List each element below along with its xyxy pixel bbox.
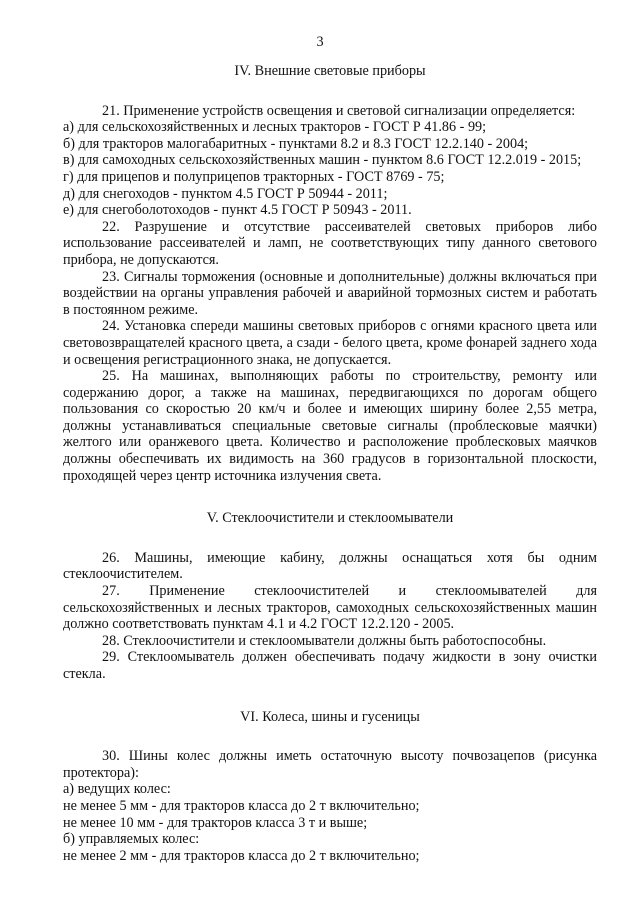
paragraph-24: 24. Установка спереди машины световых приборов с огнями красного цвета или световозвращателей красного цвета, а сзади - белого цвета, кроме фонарей заднего хода и освещения регистрационного знака, не допускается. — [63, 318, 597, 368]
paragraph-26: 26. Машины, имеющие кабину, должны оснащаться хотя бы одним стеклоочистителем. — [63, 549, 597, 583]
paragraph-28: 28. Стеклоочистители и стеклоомыватели должны быть работоспособны. — [102, 632, 547, 649]
paragraph-25: 25. На машинах, выполняющих работы по строительству, ремонту или содержанию дорог, а также на машинах, передвигающихся по дорогам общего пользования со скоростью 20 км/ч и более и имеющих ширину более 2,55 метра, должны устанавливаться специальные световые сигналы (проблесковые маячки) желтого или оранжевого цвета. Количество и расположение проблесковых маячков должны обеспечивать их видимость на 360 градусов в горизонтальной плоскости, проходящей через центр источника излучения света. — [63, 368, 597, 484]
item-21-v: в) для самоходных сельскохозяйственных машин - пунктом 8.6 ГОСТ 12.2.019 - 2015; — [63, 152, 582, 169]
item-30-a-1: не менее 5 мм - для тракторов класса до 2 т включительно; — [63, 797, 420, 814]
item-21-d: д) для снегоходов - пунктом 4.5 ГОСТ Р 50944 - 2011; — [63, 185, 388, 202]
section-heading-vi: VI. Колеса, шины и гусеницы — [240, 708, 420, 725]
paragraph-27: 27. Применение стеклоочистителей и стеклоомывателей для сельскохозяйственных и лесных тракторов, самоходных сельскохозяйственных машин должно соответствовать пунктам 4.1 и 4.2 ГОСТ 12.2.120 - 2005. — [63, 583, 597, 633]
item-30-b-1: не менее 2 мм - для тракторов класса до 2 т включительно; — [63, 847, 420, 864]
paragraph-21: 21. Применение устройств освещения и световой сигнализации определяется: — [102, 102, 576, 119]
paragraph-29: 29. Стеклоомыватель должен обеспечивать подачу жидкости в зону очистки стекла. — [63, 649, 597, 682]
item-21-e: е) для снегоболотоходов - пункт 4.5 ГОСТ Р 50943 - 2011. — [63, 202, 412, 219]
section-heading-v: V. Стеклоочистители и стеклоомыватели — [206, 510, 454, 527]
section-heading-iv: IV. Внешние световые приборы — [234, 63, 426, 79]
item-21-g: г) для прицепов и полуприцепов тракторных - ГОСТ 8769 - 75; — [63, 168, 445, 185]
item-30-a: а) ведущих колес: — [63, 781, 171, 798]
item-30-a-2: не менее 10 мм - для тракторов класса 3 т и выше; — [63, 814, 368, 831]
item-21-a: а) для сельскохозяйственных и лесных тракторов - ГОСТ Р 41.86 - 99; — [63, 119, 487, 136]
paragraph-22: 22. Разрушение и отсутствие рассеивателей световых приборов либо использование рассеивателей и ламп, не соответствующих типу данного светового прибора, не допускаются. — [63, 218, 597, 268]
document-body — [63, 63, 597, 864]
item-21-b: б) для тракторов малогабаритных - пунктами 8.2 и 8.3 ГОСТ 12.2.140 - 2004; — [63, 135, 529, 152]
paragraph-23: 23. Сигналы торможения (основные и дополнительные) должны включаться при воздействии на органы управления рабочей и аварийной тормозных систем и работать в постоянном режиме. — [63, 268, 597, 318]
page-number: 3 — [316, 34, 324, 50]
paragraph-30: 30. Шины колес должны иметь остаточную высоту почвозацепов (рисунка протектора): — [63, 748, 597, 781]
item-30-b: б) управляемых колес: — [63, 831, 200, 848]
